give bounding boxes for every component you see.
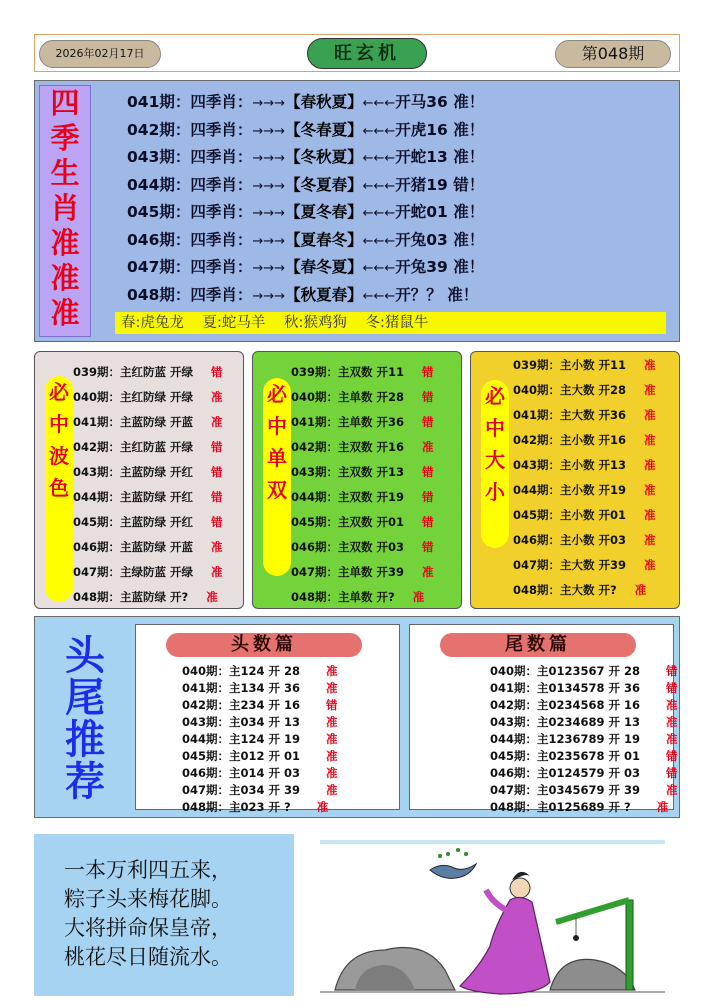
row-verdict: 准 — [644, 508, 656, 522]
poem-box — [34, 834, 294, 996]
list-item — [291, 460, 434, 485]
row-verdict: 准 — [666, 783, 678, 797]
list-item — [73, 460, 223, 485]
right-arrow-icon: ←←← — [362, 233, 396, 249]
row-result: 开？？ — [395, 285, 442, 304]
row-verdict: 准 — [422, 440, 434, 454]
row-result: 开猪19 — [395, 175, 448, 194]
left-arrow-icon: →→→ — [252, 261, 286, 276]
row-text: 047期：主绿防蓝 开绿 — [73, 565, 194, 579]
right-arrow-icon: ←←← — [362, 206, 396, 221]
row-verdict: 准 — [666, 732, 678, 746]
row-issue: 043期： — [127, 148, 191, 166]
left-arrow-icon: →→→ — [252, 123, 286, 139]
row-text: 047期：主0345679 开 39 — [490, 783, 641, 797]
row-text: 043期：主0234689 开 13 — [490, 715, 641, 729]
row-text: 042期：主双数 开16 — [291, 440, 405, 454]
row-verdict: 错 — [326, 698, 338, 712]
odd-even-card — [252, 351, 462, 609]
row-verdict: 准 — [644, 358, 656, 372]
head-tail-side-title: 头 尾 推 荐 — [65, 632, 105, 805]
row-text: 043期：主小数 开13 — [513, 458, 627, 472]
row-verdict: 错 — [211, 365, 223, 379]
season-zodiac-row — [127, 254, 484, 282]
row-verdict: 错 — [666, 681, 678, 695]
list-item — [73, 410, 223, 435]
row-verdict: 准 — [326, 732, 338, 746]
list-item — [73, 585, 223, 610]
row-text: 048期：主蓝防绿 开? — [73, 590, 189, 604]
list-item — [182, 697, 338, 714]
row-label: 四季肖： — [190, 175, 253, 194]
head-number-panel — [135, 624, 400, 814]
row-label: 四季肖： — [190, 285, 253, 304]
wave-color-side-title: 必 中 波 色 — [45, 376, 73, 602]
head-tail-section — [34, 616, 680, 818]
season-zodiac-section — [34, 80, 680, 342]
season-zodiac-row — [127, 89, 484, 117]
row-text: 044期：主蓝防绿 开红 — [73, 490, 194, 504]
row-verdict: 准 — [326, 766, 338, 780]
right-arrow-icon: ←←← — [362, 178, 396, 194]
big-small-list — [513, 353, 656, 603]
row-verdict: 错 — [666, 749, 678, 763]
right-arrow-icon: ←←← — [362, 96, 396, 111]
season-zodiac-row — [127, 144, 484, 172]
row-text: 040期：主红防绿 开绿 — [73, 390, 194, 404]
list-item — [291, 510, 434, 535]
row-verdict: 准 — [326, 749, 338, 763]
wave-color-card — [34, 351, 244, 609]
row-text: 045期：主小数 开01 — [513, 508, 627, 522]
row-text: 046期：主双数 开03 — [291, 540, 405, 554]
row-result: 开马36 — [395, 93, 448, 111]
season-zodiac-row — [127, 117, 484, 145]
row-verdict: 准！ — [453, 258, 485, 276]
list-item — [513, 428, 656, 453]
list-item — [291, 385, 434, 410]
row-text: 043期：主双数 开13 — [291, 465, 405, 479]
tail-number-panel — [409, 624, 678, 814]
list-item — [73, 360, 223, 385]
row-verdict: 错 — [422, 540, 434, 554]
row-verdict: 错 — [422, 365, 434, 379]
row-verdict: 准 — [666, 698, 678, 712]
row-text: 041期：主大数 开36 — [513, 408, 627, 422]
row-verdict: 错 — [422, 390, 434, 404]
row-text: 040期：主0123567 开 28 — [490, 664, 641, 678]
row-result: 开兔39 — [395, 258, 448, 276]
row-result: 开蛇13 — [395, 148, 448, 166]
row-text: 048期：主单数 开? — [291, 590, 395, 604]
row-verdict: 准！ — [453, 230, 485, 249]
list-item — [291, 410, 434, 435]
row-verdict: 错 — [422, 515, 434, 529]
row-text: 040期：主大数 开28 — [513, 383, 627, 397]
list-item — [291, 560, 434, 585]
row-verdict: 准 — [211, 415, 223, 429]
row-result: 开蛇01 — [395, 203, 448, 221]
row-text: 041期：主蓝防绿 开蓝 — [73, 415, 194, 429]
list-item — [513, 378, 656, 403]
list-item — [513, 453, 656, 478]
row-verdict: 错 — [422, 415, 434, 429]
row-text: 039期：主双数 开11 — [291, 365, 405, 379]
right-arrow-icon: ←←← — [362, 261, 396, 276]
row-label: 四季肖： — [190, 120, 253, 139]
row-verdict: 准 — [412, 590, 425, 604]
list-item — [513, 578, 656, 603]
row-label: 四季肖： — [190, 230, 253, 249]
left-arrow-icon: →→→ — [252, 288, 286, 304]
row-text: 042期：主小数 开16 — [513, 433, 627, 447]
list-item — [182, 748, 338, 765]
row-verdict: 准 — [656, 800, 669, 814]
list-item — [513, 503, 656, 528]
row-text: 042期：主红防蓝 开绿 — [73, 440, 194, 454]
odd-even-side-title: 必 中 单 双 — [263, 378, 291, 576]
row-text: 048期：主大数 开? — [513, 583, 617, 597]
list-item — [513, 353, 656, 378]
list-item — [490, 714, 678, 731]
row-text: 047期：主单数 开39 — [291, 565, 405, 579]
row-zodiac: 【夏春冬】 — [285, 230, 363, 249]
list-item — [73, 535, 223, 560]
list-item — [291, 535, 434, 560]
row-label: 四季肖： — [190, 203, 253, 221]
row-text: 046期：主蓝防绿 开蓝 — [73, 540, 194, 554]
header-bar — [34, 34, 680, 72]
row-text: 046期：主0124579 开 03 — [490, 766, 641, 780]
row-text: 040期：主124 开 28 — [182, 664, 301, 678]
row-verdict: 准 — [211, 540, 223, 554]
row-text: 045期：主蓝防绿 开红 — [73, 515, 194, 529]
bird-icon — [430, 848, 476, 878]
row-label: 四季肖： — [190, 258, 253, 276]
row-verdict: 错 — [422, 465, 434, 479]
left-arrow-icon: →→→ — [252, 96, 286, 111]
list-item — [513, 403, 656, 428]
list-item — [182, 731, 338, 748]
row-verdict: 错 — [422, 490, 434, 504]
row-text: 043期：主034 开 13 — [182, 715, 301, 729]
row-verdict: 错 — [211, 465, 223, 479]
row-text: 044期：主双数 开19 — [291, 490, 405, 504]
season-zodiac-side-title: 四 季 生 肖 准 准 准 — [39, 85, 91, 337]
season-legend — [115, 312, 666, 334]
list-item — [182, 663, 338, 680]
season-zodiac-row — [127, 199, 484, 227]
row-issue: 041期： — [127, 93, 191, 111]
season-zodiac-row — [127, 172, 484, 200]
row-verdict: 错 — [211, 515, 223, 529]
row-verdict: 准 — [316, 800, 329, 814]
list-item — [73, 485, 223, 510]
woman-figure-icon — [460, 872, 550, 994]
row-zodiac: 【春冬夏】 — [285, 258, 363, 276]
row-verdict: 准 — [326, 664, 338, 678]
poem-line: 桃花尽日随流水。 — [64, 945, 232, 969]
list-item — [513, 528, 656, 553]
season-zodiac-list — [127, 89, 484, 309]
season-zodiac-row — [127, 282, 484, 310]
row-text: 045期：主0235678 开 01 — [490, 749, 641, 763]
row-zodiac: 【夏冬春】 — [285, 203, 363, 221]
tail-number-title: 尾数篇 — [440, 633, 636, 657]
row-text: 048期：主0125689 开 ? — [490, 800, 631, 814]
row-text: 041期：主单数 开36 — [291, 415, 405, 429]
row-verdict: 准 — [644, 483, 656, 497]
row-text: 046期：主014 开 03 — [182, 766, 301, 780]
row-verdict: 准 — [644, 558, 656, 572]
list-item — [490, 748, 678, 765]
list-item — [490, 765, 678, 782]
row-verdict: 准 — [666, 715, 678, 729]
row-zodiac: 【春秋夏】 — [285, 93, 363, 111]
row-text: 047期：主034 开 39 — [182, 783, 301, 797]
row-text: 045期：主双数 开01 — [291, 515, 405, 529]
list-item — [182, 799, 338, 816]
row-verdict: 准 — [644, 383, 656, 397]
row-text: 043期：主蓝防绿 开红 — [73, 465, 194, 479]
list-item — [490, 731, 678, 748]
row-issue: 047期： — [127, 258, 191, 276]
row-result: 开虎16 — [395, 120, 448, 139]
odd-even-list — [291, 360, 434, 610]
row-text: 041期：主0134578 开 36 — [490, 681, 641, 695]
row-zodiac: 【冬秋夏】 — [285, 148, 363, 166]
list-item — [291, 485, 434, 510]
row-label: 四季肖： — [190, 148, 253, 166]
list-item — [490, 799, 678, 816]
row-issue: 048期： — [127, 285, 191, 304]
row-verdict: 准 — [422, 565, 434, 579]
row-text: 047期：主大数 开39 — [513, 558, 627, 572]
poem-line: 大将拼命保皇帝， — [64, 916, 232, 940]
issue-badge: 第048期 — [555, 40, 671, 68]
row-text: 040期：主单数 开28 — [291, 390, 405, 404]
row-text: 048期：主023 开 ? — [182, 800, 291, 814]
left-arrow-icon: →→→ — [252, 206, 286, 221]
list-item — [291, 360, 434, 385]
big-small-card — [470, 351, 680, 609]
list-item — [490, 782, 678, 799]
row-verdict: 准 — [634, 583, 647, 597]
list-item — [182, 714, 338, 731]
sky-band — [320, 840, 665, 844]
season-spring: 春:虎兔龙 — [121, 315, 184, 331]
row-verdict: 准 — [326, 715, 338, 729]
row-label: 四季肖： — [190, 93, 253, 111]
row-text: 045期：主012 开 01 — [182, 749, 301, 763]
big-small-side-title: 必 中 大 小 — [481, 380, 509, 548]
season-autumn: 秋:猴鸡狗 — [284, 315, 347, 331]
list-item — [182, 765, 338, 782]
row-issue: 046期： — [127, 230, 191, 249]
row-verdict: 错 — [211, 490, 223, 504]
row-verdict: 准 — [211, 565, 223, 579]
illustration-woman-rocks — [320, 840, 680, 1000]
list-item — [490, 663, 678, 680]
head-number-title: 头数篇 — [166, 633, 362, 657]
row-verdict: 准 — [326, 783, 338, 797]
row-text: 044期：主1236789 开 19 — [490, 732, 641, 746]
row-verdict: 错 — [211, 440, 223, 454]
row-text: 042期：主0234568 开 16 — [490, 698, 641, 712]
poem-line: 粽子头来梅花脚。 — [64, 887, 232, 911]
row-verdict: 准！ — [453, 148, 485, 166]
season-winter: 冬:猪鼠牛 — [365, 315, 429, 331]
spider-icon — [573, 935, 579, 941]
head-number-list — [182, 663, 338, 816]
row-verdict: 准 — [644, 458, 656, 472]
row-zodiac: 【秋夏春】 — [285, 285, 363, 304]
list-item — [490, 680, 678, 697]
row-verdict: 准！ — [453, 203, 485, 221]
date-badge: 2026年02月17日 — [39, 40, 161, 68]
list-item — [182, 782, 338, 799]
row-verdict: 准 — [206, 590, 218, 604]
season-summer: 夏:蛇马羊 — [202, 315, 266, 331]
row-verdict: 准 — [211, 390, 223, 404]
left-arrow-icon: →→→ — [252, 233, 286, 249]
list-item — [490, 697, 678, 714]
list-item — [73, 560, 223, 585]
row-verdict: 准 — [644, 433, 656, 447]
list-item — [182, 680, 338, 697]
row-issue: 044期： — [127, 175, 191, 194]
wave-color-list — [73, 360, 223, 610]
row-verdict: 错 — [666, 664, 678, 678]
row-text: 039期：主小数 开11 — [513, 358, 627, 372]
row-verdict: 准 — [644, 533, 656, 547]
row-verdict: 准！ — [447, 285, 479, 304]
row-text: 041期：主134 开 36 — [182, 681, 301, 695]
list-item — [73, 510, 223, 535]
row-issue: 042期： — [127, 120, 191, 139]
season-zodiac-row — [127, 227, 484, 255]
list-item — [513, 553, 656, 578]
row-verdict: 准！ — [453, 93, 485, 111]
list-item — [291, 585, 434, 610]
row-verdict: 准！ — [453, 120, 485, 139]
list-item — [73, 435, 223, 460]
row-text: 044期：主小数 开19 — [513, 483, 627, 497]
list-item — [291, 435, 434, 460]
list-item — [73, 385, 223, 410]
row-text: 039期：主红防蓝 开绿 — [73, 365, 194, 379]
row-result: 开兔03 — [395, 230, 448, 249]
row-text: 042期：主234 开 16 — [182, 698, 301, 712]
row-verdict: 错！ — [453, 175, 485, 194]
right-arrow-icon: ←←← — [362, 151, 396, 166]
row-text: 046期：主小数 开03 — [513, 533, 627, 547]
row-issue: 045期： — [127, 203, 191, 221]
tail-number-list — [490, 663, 678, 816]
row-verdict: 准 — [644, 408, 656, 422]
left-arrow-icon: →→→ — [252, 151, 286, 166]
right-arrow-icon: ←←← — [362, 123, 396, 139]
row-zodiac: 【冬春夏】 — [285, 120, 363, 139]
row-verdict: 准 — [326, 681, 338, 695]
list-item — [513, 478, 656, 503]
left-arrow-icon: →→→ — [252, 178, 286, 194]
page-title: 旺玄机 — [307, 38, 427, 69]
poem-line: 一本万利四五来， — [64, 858, 232, 882]
row-verdict: 错 — [666, 766, 678, 780]
right-arrow-icon: ←←← — [362, 288, 396, 304]
row-zodiac: 【冬夏春】 — [285, 175, 363, 194]
row-text: 044期：主124 开 19 — [182, 732, 301, 746]
